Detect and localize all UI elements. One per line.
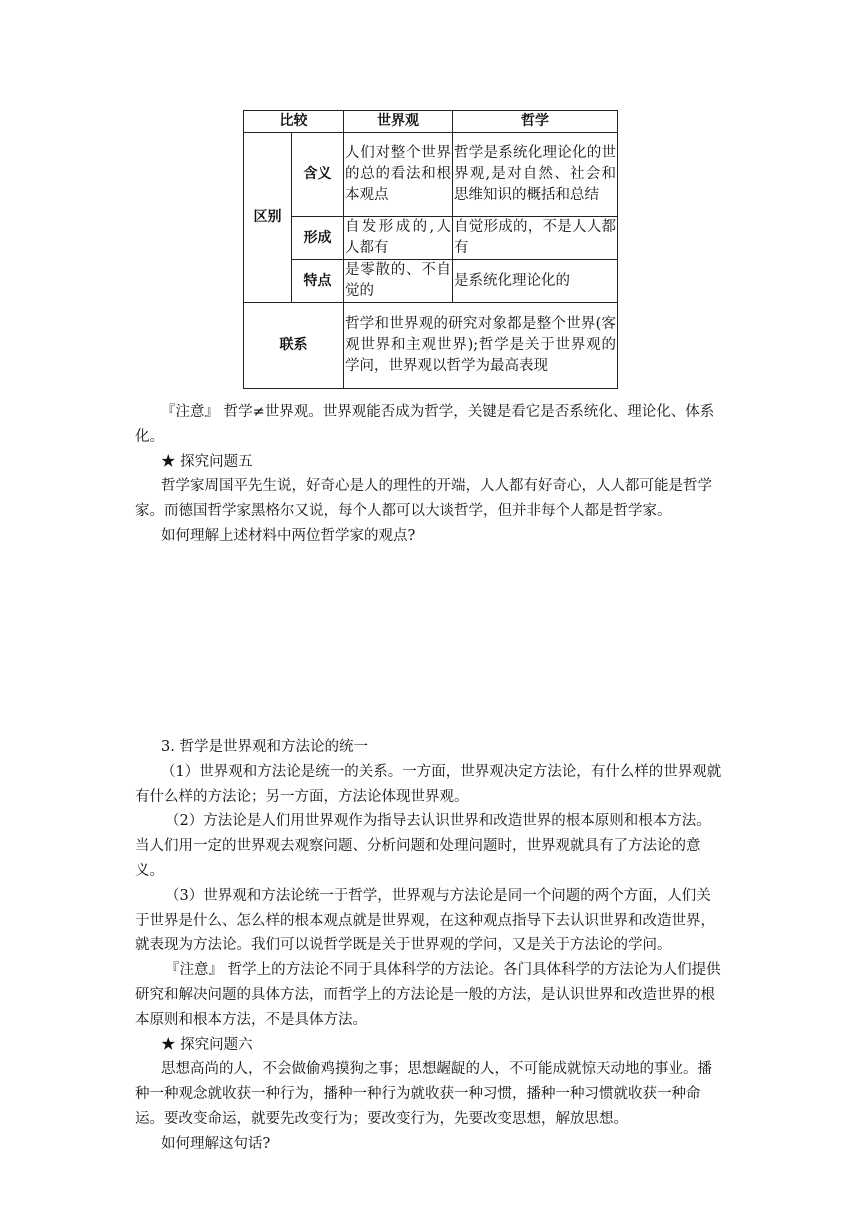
cell-worldview: 人们对整个世界的总的看法和根本观点 bbox=[344, 133, 453, 217]
question-prompt: 如何理解上述材料中两位哲学家的观点? bbox=[161, 527, 416, 544]
section-paragraph: （2）方法论是人们用世界观作为指导去认识世界和改造世界的根本原则和根本方法。当人们用一定的世界观去观察问题、分析问题和处理问题时，世界观就具有了方法论的意义。 bbox=[135, 813, 711, 879]
section-paragraph: （3）世界观和方法论统一于哲学，世界观与方法论是同一个问题的两个方面，人们关于世界是什么、怎么样的根本观点就是世界观，在这种观点指导下去认识世界和改造世界，就表现为方法论。我们可以说哲学既是关于世界观的学问，又是关于方法论的学问。 bbox=[135, 887, 715, 954]
row-label: 特点 bbox=[292, 260, 344, 303]
row-label: 含义 bbox=[292, 133, 344, 217]
lower-text-block bbox=[135, 735, 725, 1157]
header-compare: 比较 bbox=[244, 111, 344, 133]
question-heading: ★ 探究问题六 bbox=[161, 1036, 253, 1053]
cell-philosophy: 哲学是系统化理论化的世界观,是对自然、社会和思维知识的概括和总结 bbox=[453, 133, 618, 217]
table-header-row bbox=[244, 111, 618, 133]
cell-philosophy: 是系统化理论化的 bbox=[453, 260, 618, 303]
section-title: 3. 哲学是世界观和方法论的统一 bbox=[161, 739, 368, 755]
cell-link: 哲学和世界观的研究对象都是整个世界(客观世界和主观世界);哲学是关于世界观的学问，世界观以哲学为最高表现 bbox=[344, 303, 618, 389]
note-paragraph: 『注意』 哲学≠世界观。世界观能否成为哲学，关键是看它是否系统化、理论化、体系化。 bbox=[135, 404, 715, 445]
question-prompt: 如何理解这句话? bbox=[161, 1135, 271, 1152]
table-row bbox=[244, 133, 618, 217]
section-paragraph: （1）世界观和方法论是统一的关系。一方面，世界观决定方法论，有什么样的世界观就有什么样的方法论；另一方面，方法论体现世界观。 bbox=[135, 763, 722, 805]
row-label: 形成 bbox=[292, 217, 344, 260]
question-text: 思想高尚的人，不会做偷鸡摸狗之事；思想龌龊的人，不可能成就惊天动地的事业。播种一种观念就收获一种行为，播种一种行为就收获一种习惯，播种一种习惯就收获一种命运。要改变命运，就要先改变行为；要改变行为，先要改变思想，解放思想。 bbox=[135, 1061, 712, 1127]
table-row bbox=[244, 217, 618, 260]
table-row bbox=[244, 260, 618, 303]
cell-philosophy: 自觉形成的，不是人人都有 bbox=[453, 217, 618, 260]
question-text: 哲学家周国平先生说，好奇心是人的理性的开端，人人都有好奇心，人人都可能是哲学家。而德国哲学家黑格尔又说，每个人都可以大谈哲学，但并非每个人都是哲学家。 bbox=[135, 478, 712, 520]
note-paragraph: 『注意』 哲学上的方法论不同于具体科学的方法论。各门具体科学的方法论为人们提供研究和解决问题的具体方法，而哲学上的方法论是一般的方法，是认识世界和改造世界的根本原则和根本方法，不是具体方法。 bbox=[135, 962, 721, 1028]
table-row bbox=[244, 303, 618, 389]
group-label-difference: 区别 bbox=[244, 133, 292, 303]
cell-worldview: 是零散的、不自觉的 bbox=[344, 260, 453, 303]
upper-text-block bbox=[135, 400, 725, 549]
cell-worldview: 自发形成的,人人都有 bbox=[344, 217, 453, 260]
comparison-table bbox=[243, 110, 618, 389]
link-label: 联系 bbox=[244, 303, 344, 389]
question-heading: ★ 探究问题五 bbox=[161, 453, 253, 470]
header-worldview: 世界观 bbox=[344, 111, 453, 133]
header-philosophy: 哲学 bbox=[453, 111, 618, 133]
